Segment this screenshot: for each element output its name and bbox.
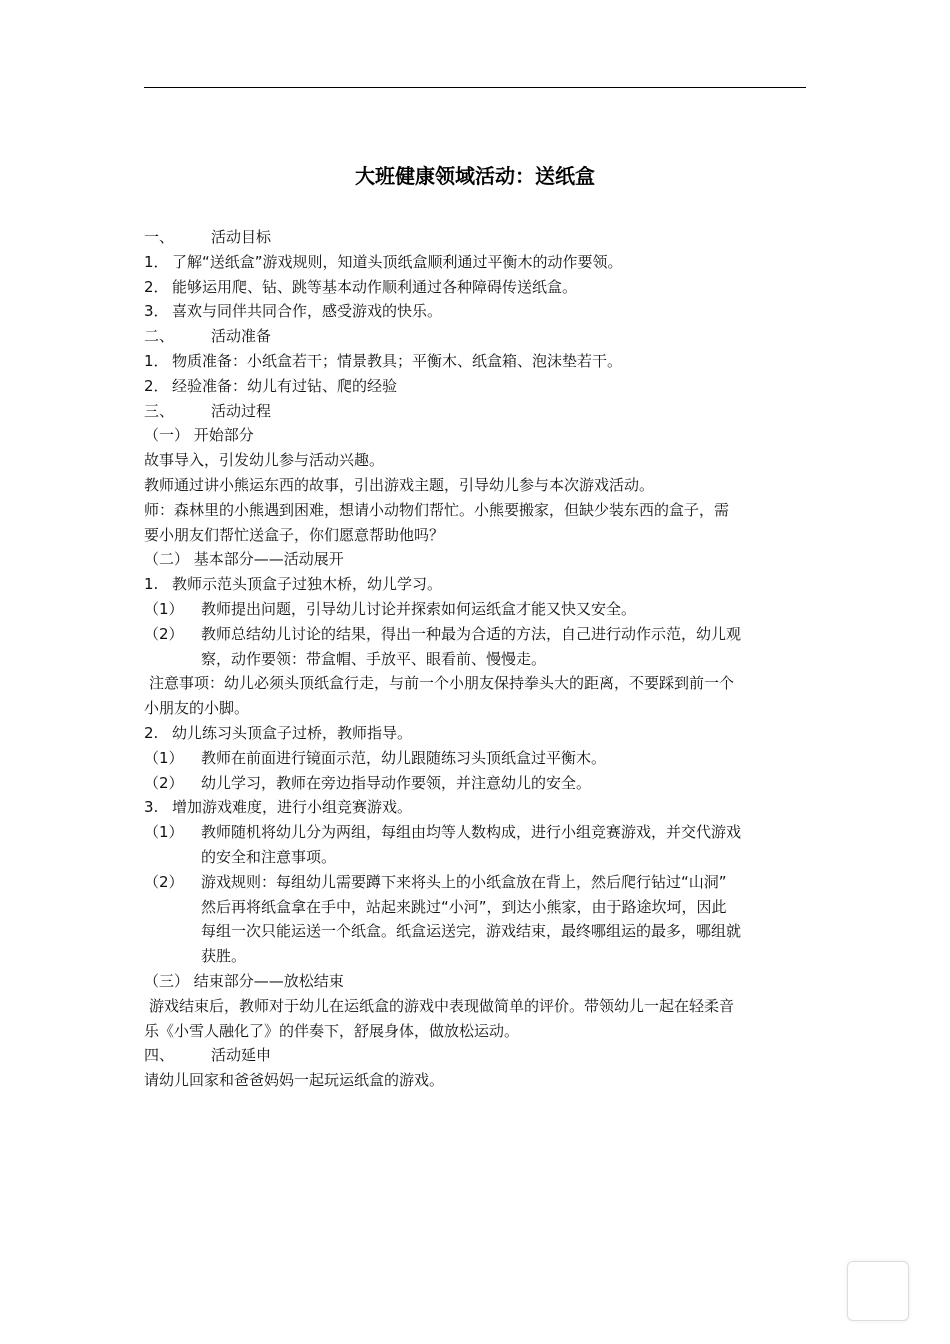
paragraph-line: 故事导入，引发幼儿参与活动兴趣。 bbox=[144, 451, 385, 470]
item-number: 2. bbox=[144, 723, 159, 742]
section-heading-process bbox=[144, 399, 806, 424]
item-text: 幼儿学习，教师在旁边指导动作要领，并注意幼儿的安全。 bbox=[201, 773, 592, 792]
section-title: 活动过程 bbox=[211, 401, 272, 420]
section-heading-goals bbox=[144, 225, 806, 250]
paragraph-line: 注意事项：幼儿必须头顶纸盒行走，与前一个小朋友保持拳头大的距离，不要踩到前一个 bbox=[149, 674, 735, 693]
section-heading-extension bbox=[144, 1043, 806, 1068]
sub-step-continuation: 的安全和注意事项。 bbox=[201, 847, 337, 866]
sub-step-item bbox=[144, 771, 806, 796]
sub-step-item bbox=[144, 746, 806, 771]
item-text: 了解“送纸盒”游戏规则，知道头顶纸盒顺利通过平衡木的动作要领。 bbox=[172, 252, 623, 271]
step-item bbox=[144, 572, 806, 597]
paragraph-line: 请幼儿回家和爸爸妈妈一起玩运纸盒的游戏。 bbox=[144, 1071, 445, 1090]
sub-step-item bbox=[144, 622, 806, 647]
section-title: 活动延申 bbox=[211, 1046, 272, 1065]
subsection-heading-opening: （一） 开始部分 bbox=[144, 426, 254, 445]
item-text: 物质准备：小纸盒若干；情景教具；平衡木、纸盒箱、泡沫垫若干。 bbox=[172, 351, 623, 370]
sub-step-continuation: 每组一次只能运送一个纸盒。纸盒运送完，游戏结束，最终哪组运的最多，哪组就 bbox=[201, 922, 742, 941]
paragraph-line: 游戏结束后，教师对于幼儿在运纸盒的游戏中表现做简单的评价。带领幼儿一起在轻柔音 bbox=[149, 996, 735, 1015]
subsection-heading-main: （二） 基本部分——活动展开 bbox=[144, 550, 344, 569]
paragraph-line: 师：森林里的小熊遇到困难，想请小动物们帮忙。小熊要搬家，但缺少装东西的盒子，需 bbox=[144, 500, 730, 519]
paragraph-line: 要小朋友们帮忙送盒子，你们愿意帮助他吗？ bbox=[144, 525, 445, 544]
item-number: 1． bbox=[144, 252, 169, 271]
item-text: 教师随机将幼儿分为两组，每组由均等人数构成，进行小组竞赛游戏，并交代游戏 bbox=[201, 823, 742, 842]
section-title: 活动目标 bbox=[211, 228, 272, 246]
item-text: 增加游戏难度，进行小组竞赛游戏。 bbox=[172, 798, 413, 817]
item-text: 喜欢与同伴共同合作，感受游戏的快乐。 bbox=[172, 302, 443, 321]
item-number: 1. bbox=[144, 575, 159, 594]
item-text: 教师总结幼儿讨论的结果，得出一种最为合适的方法，自己进行动作示范，幼儿观 bbox=[201, 624, 742, 643]
item-number: 3． bbox=[144, 302, 169, 321]
item-number: （2） bbox=[144, 624, 184, 643]
item-text: 教师提出问题，引导幼儿讨论并探索如何运纸盒才能又快又安全。 bbox=[201, 599, 637, 618]
item-text: 教师在前面进行镜面示范，幼儿跟随练习头顶纸盒过平衡木。 bbox=[201, 748, 607, 767]
sub-step-item bbox=[144, 820, 806, 845]
sub-step-continuation: 察，动作要领：带盒帽、手放平、眼看前、慢慢走。 bbox=[201, 649, 547, 668]
goal-item bbox=[144, 299, 806, 324]
item-number: 2． bbox=[144, 376, 169, 395]
item-text: 游戏规则：每组幼儿需要蹲下来将头上的小纸盒放在背上，然后爬行钻过“山洞” bbox=[201, 872, 727, 891]
item-number: （2） bbox=[144, 872, 184, 891]
item-text: 能够运用爬、钻、跳等基本动作顺利通过各种障碍传送纸盒。 bbox=[172, 277, 578, 296]
item-number: （2） bbox=[144, 773, 184, 792]
item-text: 经验准备：幼儿有过钻、爬的经验 bbox=[172, 376, 398, 395]
preparation-item bbox=[144, 374, 806, 399]
paragraph-line: 小朋友的小脚。 bbox=[144, 699, 250, 718]
section-number: 三、 bbox=[144, 401, 175, 420]
subsection-heading-closing: （三） 结束部分——放松结束 bbox=[144, 971, 344, 990]
item-number: （1） bbox=[144, 748, 184, 767]
item-number: 1． bbox=[144, 351, 169, 370]
page-corner-box bbox=[847, 1261, 909, 1321]
header-rule bbox=[144, 87, 806, 88]
paragraph-line: 教师通过讲小熊运东西的故事，引出游戏主题，引导幼儿参与本次游戏活动。 bbox=[144, 475, 655, 494]
section-number: 二、 bbox=[144, 327, 175, 346]
document-body bbox=[144, 225, 806, 1093]
item-text: 幼儿练习头顶盒子过桥，教师指导。 bbox=[172, 723, 413, 742]
preparation-item bbox=[144, 349, 806, 374]
item-text: 教师示范头顶盒子过独木桥，幼儿学习。 bbox=[172, 575, 443, 594]
step-item bbox=[144, 795, 806, 820]
sub-step-continuation: 获胜。 bbox=[201, 947, 247, 966]
item-number: （1） bbox=[144, 599, 184, 618]
section-number: 四、 bbox=[144, 1046, 175, 1065]
sub-step-item bbox=[144, 597, 806, 622]
goal-item bbox=[144, 250, 806, 275]
item-number: （1） bbox=[144, 823, 184, 842]
sub-step-item bbox=[144, 870, 806, 895]
section-title: 活动准备 bbox=[211, 327, 272, 346]
item-number: 2． bbox=[144, 277, 169, 296]
section-number: 一、 bbox=[144, 228, 175, 246]
section-heading-preparation bbox=[144, 324, 806, 349]
document-title: 大班健康领域活动：送纸盒 bbox=[355, 164, 595, 188]
item-number: 3. bbox=[144, 798, 159, 817]
goal-item bbox=[144, 275, 806, 300]
sub-step-continuation: 然后再将纸盒拿在手中，站起来跳过“小河”，到达小熊家，由于路途坎坷，因此 bbox=[201, 897, 727, 916]
paragraph-line: 乐《小雪人融化了》的伴奏下，舒展身体，做放松运动。 bbox=[144, 1021, 520, 1040]
step-item bbox=[144, 721, 806, 746]
